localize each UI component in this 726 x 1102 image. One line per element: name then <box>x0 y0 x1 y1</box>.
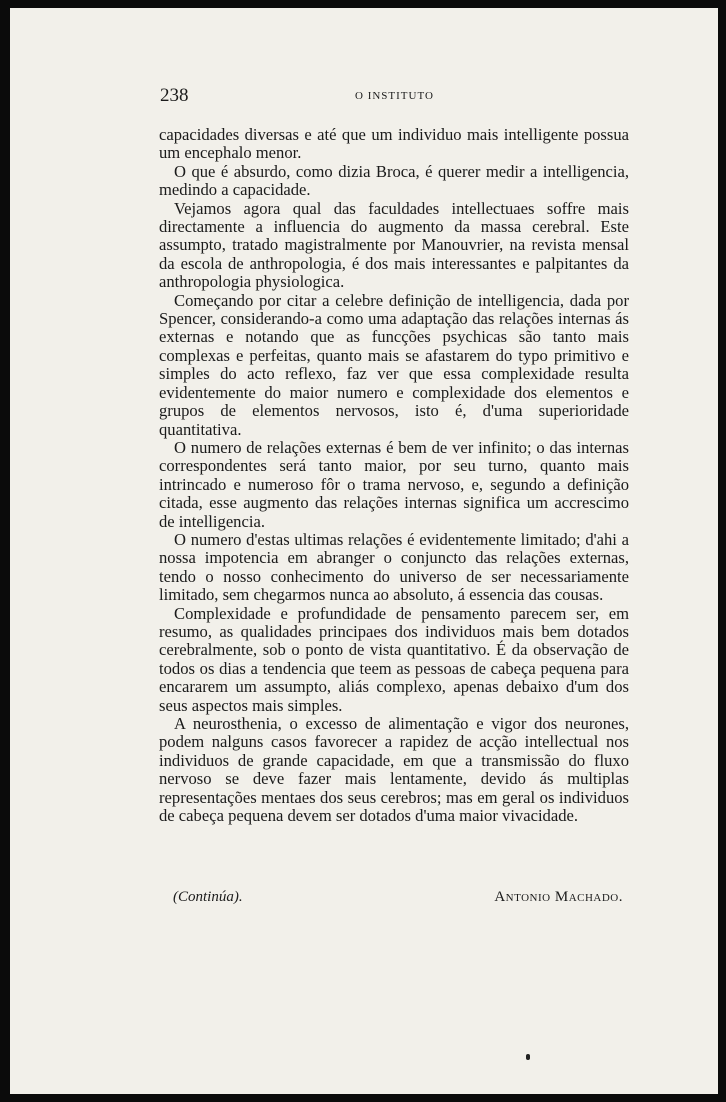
paragraph: Complexidade e profundidade de pensamento parecem ser, em resumo, as qualidades principaes dos individuos mais bem dotados cerebralmente, sob o ponto de vista quantitativo. É da observação de todos os dias a tendencia que teem as pessoas de cabeça pequena para encararem um assumpto, aliás complexo, apenas debaixo d'um dos seus aspectos mais simples. <box>159 603 629 715</box>
paragraph: Vejamos agora qual das faculdades intellectuaes soffre mais directamente a influencia do augmento da massa cerebral. Este assumpto, tratado magistralmente por Manouvrier, na revista mensal da escola de anthropologia, é dos mais interessantes e palpitantes da anthropologia physiologica. <box>159 198 629 292</box>
scan-border-left <box>0 0 10 1102</box>
paragraph: O numero d'estas ultimas relações é evidentemente limitado; d'ahi a nossa impotencia em abranger o conjuncto das relações externas, tendo o nosso conhecimento do universo de ser necessariamente limitado, sem chegarmos nunca ao absoluto, á essencia das cousas. <box>159 529 629 605</box>
scan-border-right <box>718 0 726 1102</box>
ink-speck <box>526 1054 530 1060</box>
scan-border-bottom <box>0 1094 726 1102</box>
paragraph: capacidades diversas e até que um individuo mais intelligente possua um encephalo menor. <box>159 125 629 163</box>
paragraph: O que é absurdo, como dizia Broca, é querer medir a intelligencia, medindo a capacidade. <box>159 161 629 200</box>
continued-note: (Continúa). <box>173 889 243 905</box>
article-body <box>159 126 629 825</box>
article-footer <box>159 888 629 908</box>
author-signature: Antonio Machado. <box>494 889 623 905</box>
paragraph: A neurosthenia, o excesso de alimentação e vigor dos neurones, podem nalguns casos favorecer a rapidez de acção intellectual nos individuos de grande capacidade, em que a transmissão do fluxo nervoso se deve fazer mais lentamente, devido ás multiplas representações mentaes dos seus cerebros; mas em geral os individuos de cabeça pequena devem ser dotados d'uma maior vivacidade. <box>159 714 629 826</box>
paragraph: Começando por citar a celebre definição de intelligencia, dada por Spencer, considerando-a como uma adaptação das relações internas ás externas e notando que as funcções psychicas são tanto mais complexas e perfeitas, quanto mais se afastarem do typo primitivo e simples do acto reflexo, faz ver que essa complexidade resulta evidentemente do maior numero e complexidade dos elementos e grupos de elementos nervosos, isto é, d'uma superioridade quantitativa. <box>159 290 629 439</box>
running-title: O INSTITUTO <box>355 90 434 102</box>
page-header <box>160 86 628 106</box>
paragraph: O numero de relações externas é bem de ver infinito; o das internas correspondentes será tanto maior, por seu turno, quanto mais intrincado e numeroso fôr o trama nervoso, e, segundo a definição citada, esse augmento das relações internas significa um accrescimo de intelligencia. <box>159 437 629 531</box>
page-number: 238 <box>160 85 189 106</box>
scan-border-top <box>0 0 726 8</box>
